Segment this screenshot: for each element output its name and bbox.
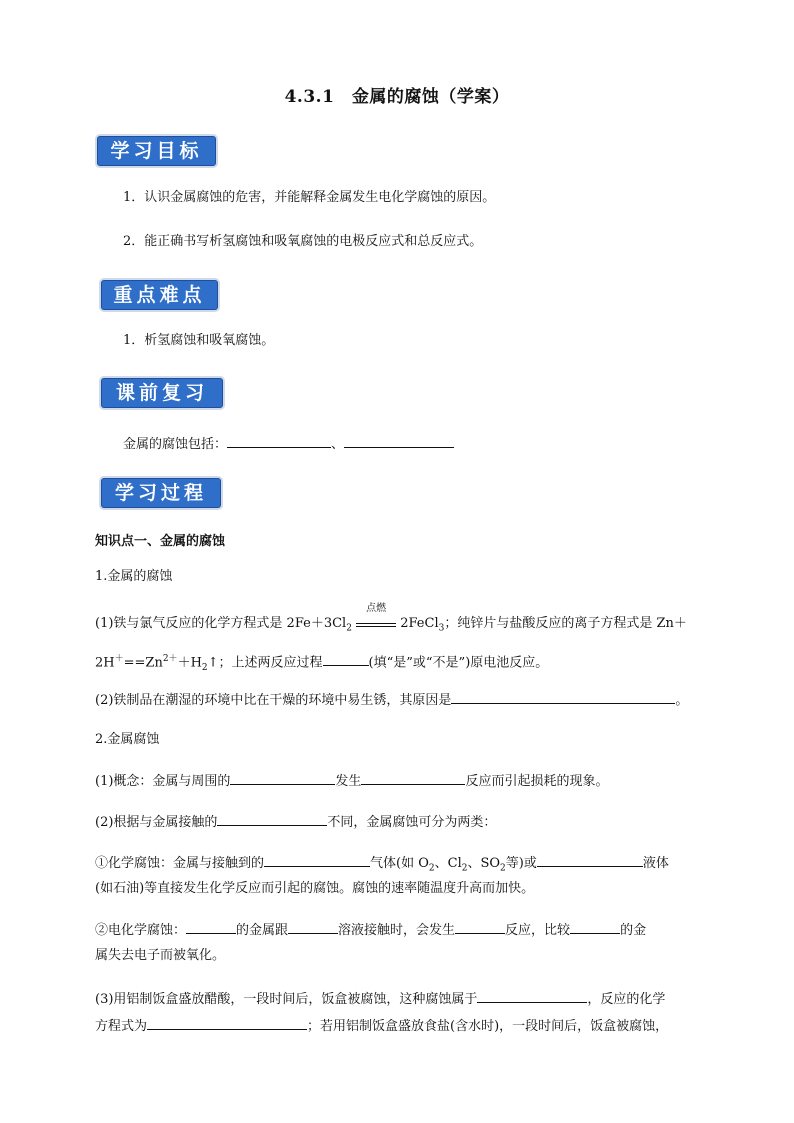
answer-blank[interactable]: [227, 433, 331, 448]
section-badge-key-points: 重点难点: [99, 278, 220, 312]
subsection-title: 2.金属腐蚀: [95, 732, 160, 747]
answer-blank[interactable]: [451, 689, 675, 704]
answer-blank[interactable]: [344, 433, 454, 448]
classification-line: (2)根据与金属接触的 不同，金属腐蚀可分为两类：: [95, 811, 496, 833]
answer-blank[interactable]: [264, 852, 370, 867]
question-3-line-1: (3)用铝制饭盒盛放醋酸，一段时间后，饭盒被腐蚀，这种腐蚀属于 ，反应的化学: [95, 988, 665, 1010]
electrochemical-corrosion-line-2: 属失去电子而被氧化。: [95, 948, 226, 963]
answer-blank[interactable]: [570, 919, 620, 934]
goal-item: 1．认识金属腐蚀的危害，并能解释金属发生电化学腐蚀的原因。: [123, 190, 496, 205]
section-badge-process: 学习过程: [99, 476, 223, 510]
answer-blank[interactable]: [537, 852, 643, 867]
question-1-line-2: $2H^+==Zn^{2+}+H_2↑$；上述两反应过程 (填“是”或“不是”)原电池反应。: [95, 649, 548, 678]
answer-blank[interactable]: [147, 1015, 307, 1030]
answer-blank[interactable]: [186, 919, 236, 934]
answer-blank[interactable]: [323, 651, 369, 666]
concept-line: (1)概念：金属与周围的 发生 反应而引起损耗的现象。: [95, 770, 608, 792]
section-badge-goals: 学习目标: [95, 134, 218, 168]
subsection-title: 1.金属的腐蚀: [95, 569, 173, 584]
question-2-line: (2)铁制品在潮湿的环境中比在干燥的环境中易生锈，其原因是 。: [95, 689, 688, 711]
key-point-item: 1．析氢腐蚀和吸氧腐蚀。: [123, 333, 275, 348]
answer-blank[interactable]: [477, 988, 587, 1003]
answer-blank[interactable]: [217, 811, 327, 826]
answer-blank[interactable]: [288, 919, 338, 934]
electrochemical-corrosion-line-1: ②电化学腐蚀： 的金属跟 溶液接触时，会发生 反应，比较 的金: [95, 919, 646, 941]
chemical-corrosion-line-2: (如石油)等直接发生化学反应而引起的腐蚀。腐蚀的速率随温度升高而加快。: [95, 881, 535, 896]
answer-blank[interactable]: [361, 770, 465, 785]
answer-blank[interactable]: [230, 770, 335, 785]
knowledge-point-title: 知识点一、金属的腐蚀: [95, 534, 226, 549]
section-badge-review: 课前复习: [99, 376, 225, 410]
chemical-corrosion-line-1: ①化学腐蚀：金属与接触到的 气体(如 $O_2$、$Cl_2$、$SO_2$等)或 液体: [95, 852, 669, 879]
goal-item: 2．能正确书写析氢腐蚀和吸氧腐蚀的电极反应式和总反应式。: [123, 234, 483, 249]
question-3-line-2: 方程式为 ；若用铝制饭盒盛放食盐(含水时)，一段时间后，饭盒被腐蚀，: [95, 1015, 668, 1037]
page-title: 4.3.1 金属的腐蚀（学案）: [284, 87, 510, 107]
review-line: 金属的腐蚀包括： 、: [123, 433, 454, 455]
question-1-line-1: (1)铁与氯气反应的化学方程式是 $2Fe+3Cl_2$ 点燃 2FeCl$_3$；纯锌片与盐酸反应的离子方程式是 Zn＋: [95, 603, 687, 634]
answer-blank[interactable]: [455, 919, 505, 934]
reaction-condition: 点燃: [356, 616, 396, 627]
